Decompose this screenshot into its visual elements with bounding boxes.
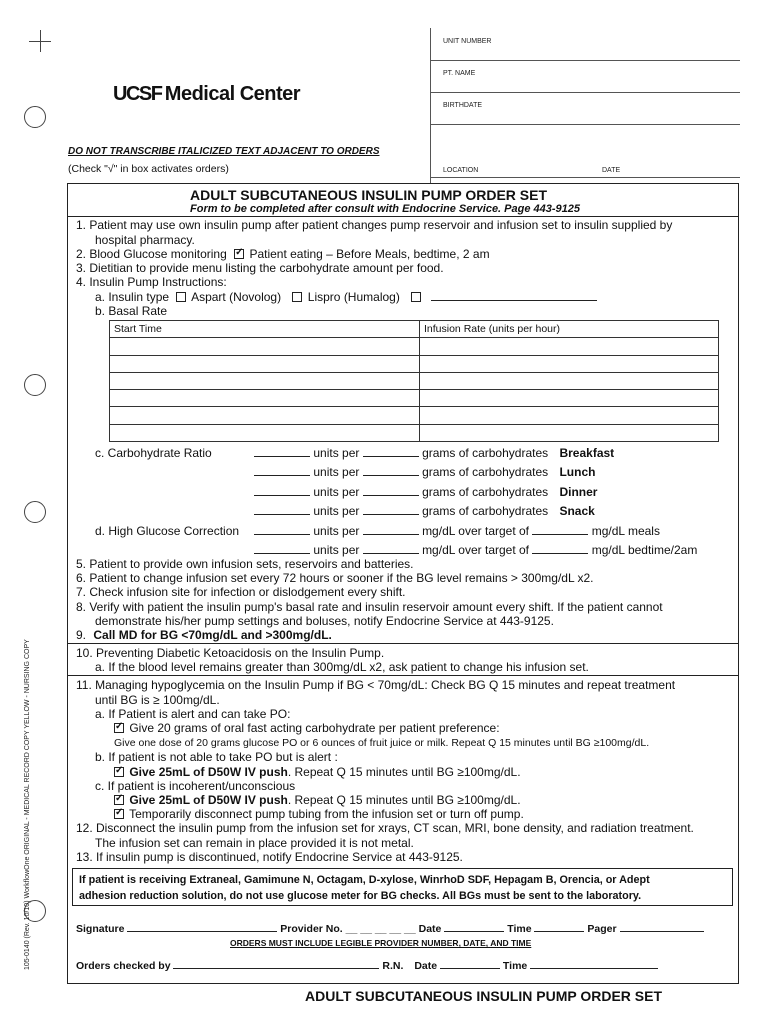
form-title: ADULT SUBCUTANEOUS INSULIN PUMP ORDER SET [190,187,548,203]
item-11b: b. If patient is not able to take PO but is alert : [95,750,338,764]
table-row [110,424,719,441]
mgdl-over-label: mg/dL over target of [422,524,530,538]
item-9-text: Call MD for BG <70mg/dL and >300mg/dL. [93,628,332,642]
correction-mgdl-field[interactable] [363,525,419,535]
start-time-cell[interactable] [110,407,420,424]
header-field-divider [430,28,431,183]
target-field[interactable] [532,525,588,535]
carb-units-field[interactable] [254,486,310,496]
d50w-alert-rest: . Repeat Q 15 minutes until BG ≥100mg/dL. [287,765,521,779]
carb-ratio-row [254,465,595,479]
birthdate-label: BIRTHDATE [443,102,483,109]
check-note: (Check "√" in box activates orders) [68,163,229,175]
start-time-cell[interactable] [110,390,420,407]
glucose-meter-warning [72,868,733,906]
item-2 [76,247,490,261]
item-4a-label: a. Insulin type [95,290,170,304]
d50w-unconscious-checkbox[interactable] [114,795,124,805]
grams-carbs-label: grams of carbohydrates [422,485,549,499]
table-row [110,355,719,372]
item-11c-option-2 [114,807,524,821]
sign-time-label: Time [507,923,532,935]
start-time-cell[interactable] [110,338,420,355]
item-11c: c. If patient is incoherent/unconscious [95,779,296,793]
title-divider [68,216,738,217]
infusion-rate-cell[interactable] [420,424,719,441]
side-print-info: 105-0140 (Rev. 10/10) WorkflowOne ORIGINAL - MEDICAL RECORD COPY YELLOW - NURSING COPY [24,639,31,970]
binder-hole [24,374,46,396]
other-insulin-checkbox[interactable] [411,292,421,302]
item-6: 6. Patient to change infusion set every 72 hours or sooner if the BG level remains > 300mg/dL x2. [76,571,594,585]
basal-col-start-time: Start Time [110,321,420,338]
units-per-label: units per [313,446,360,460]
basal-rate-table [109,320,719,442]
item-11-line-2: until BG is ≥ 100mg/dL. [95,693,220,707]
correction-row-meals [254,524,660,538]
d50w-alert-checkbox[interactable] [114,767,124,777]
item-3: 3. Dietitian to provide menu listing the carbohydrate amount per food. [76,261,444,275]
item-9-number: 9. [76,628,87,642]
item-1-line-1: 1. Patient may use own insulin pump after patient changes pump reservoir and infusion set to insulin supplied by [76,218,673,232]
location-label: LOCATION [443,167,479,174]
grams-carbs-label: grams of carbohydrates [422,465,549,479]
correction-mgdl-field[interactable] [363,544,419,554]
meal-snack: Snack [559,504,595,518]
d50w-unconscious-bold: Give 25mL of D50W IV push [129,793,288,807]
unit-number-line[interactable] [430,60,740,61]
item-1-line-2: hospital pharmacy. [95,233,195,247]
infusion-rate-cell[interactable] [420,407,719,424]
carb-ratio-row [254,485,597,499]
item-12-line-2: The infusion set can remain in place provided it is not metal. [95,836,414,850]
orders-must-note: ORDERS MUST INCLUDE LEGIBLE PROVIDER NUMBER, DATE, AND TIME [230,938,532,948]
mgdl-bedtime-label: mg/dL bedtime/2am [591,543,698,557]
carb-grams-field[interactable] [363,486,419,496]
table-row [110,321,719,338]
infusion-rate-cell[interactable] [420,372,719,389]
item-4d: d. High Glucose Correction [95,524,240,538]
ucsf-logo [113,83,300,106]
date-label: DATE [602,167,621,174]
footer-title: ADULT SUBCUTANEOUS INSULIN PUMP ORDER SET [305,988,663,1004]
warning-line-2: adhesion reduction solution, do not use glucose meter for BG checks. All BGs must be sent to the laboratory. [79,890,642,902]
location-date-line[interactable] [430,177,740,178]
signature-label: Signature [76,923,125,935]
correction-units-field[interactable] [254,544,310,554]
disconnect-pump-checkbox[interactable] [114,809,124,819]
warning-line-1: If patient is receiving Extraneal, Gamimune N, Octagam, D-xylose, WinrhoD SDF, Hepagam B, Orencia, or Adept [79,874,650,886]
target-field[interactable] [532,544,588,554]
item-4c: c. Carbohydrate Ratio [95,446,212,460]
carb-units-field[interactable] [254,466,310,476]
units-per-label: units per [313,465,360,479]
table-row [110,407,719,424]
carb-units-field[interactable] [254,505,310,515]
section-divider [68,675,738,676]
meal-lunch: Lunch [559,465,596,479]
checked-date-label: Date [414,960,438,972]
start-time-cell[interactable] [110,372,420,389]
table-row [110,338,719,355]
disconnect-pump-text: Temporarily disconnect pump tubing from the infusion set or turn off pump. [129,807,524,821]
form-subtitle: Form to be completed after consult with Endocrine Service. Page 443-9125 [190,203,581,215]
oral-carb-text: Give 20 grams of oral fast acting carbohydrate per patient preference: [129,721,500,735]
section-divider [68,643,738,644]
infusion-rate-cell[interactable] [420,338,719,355]
orders-checked-field[interactable] [173,959,379,969]
lispro-checkbox[interactable] [292,292,302,302]
meal-dinner: Dinner [559,485,598,499]
sign-date-field[interactable] [444,922,504,932]
item-2-option: Patient eating – Before Meals, bedtime, 2 am [249,247,490,261]
sign-time-field[interactable] [534,922,584,932]
units-per-label: units per [313,524,360,538]
item-4b: b. Basal Rate [95,304,168,318]
signature-row [76,922,704,935]
logo-ucsf-text: UCSF [113,83,162,105]
item-8-line-1: 8. Verify with patient the insulin pump's basal rate and insulin reservoir amount every shift. If the patient cannot [76,600,663,614]
item-13: 13. If insulin pump is discontinued, notify Endocrine Service at 443-9125. [76,850,463,864]
bg-monitoring-checkbox[interactable] [234,249,244,259]
carb-ratio-row [254,446,614,460]
item-4a [95,290,597,304]
table-row [110,372,719,389]
carb-units-field[interactable] [254,447,310,457]
item-12-line-1: 12. Disconnect the insulin pump from the infusion set for xrays, CT scan, MRI, bone density, and radiation treatment. [76,821,694,835]
pt-name-line[interactable] [430,92,740,93]
checked-time-field[interactable] [530,959,658,969]
carb-grams-field[interactable] [363,466,419,476]
checked-time-label: Time [502,960,528,972]
unit-number-label: UNIT NUMBER [443,38,492,45]
d50w-alert-bold: Give 25mL of D50W IV push [129,765,288,779]
mgdl-meals-label: mg/dL meals [591,524,660,538]
orders-checked-label: Orders checked by [76,960,171,972]
rn-label: R.N. [382,960,404,972]
correction-row-bedtime [254,543,697,557]
other-insulin-field[interactable] [431,291,597,301]
item-11a-detail: Give one dose of 20 grams glucose PO or 6 ounces of fruit juice or milk. Repeat Q 15 minutes until BG ≥100mg/dL. [114,737,650,749]
logo-medical-center-text: Medical Center [164,83,301,105]
item-7: 7. Check infusion site for infection or dislodgement every shift. [76,585,406,599]
checked-date-field[interactable] [440,959,500,969]
birthdate-line[interactable] [430,124,740,125]
oral-carb-checkbox[interactable] [114,723,124,733]
provider-no-label: Provider No. __ __ __ __ __ [280,923,416,935]
item-11b-option [114,765,521,779]
aspart-checkbox[interactable] [176,292,186,302]
units-per-label: units per [313,485,360,499]
item-11-line-1: 11. Managing hypoglycemia on the Insulin Pump if BG < 70mg/dL: Check BG Q 15 minutes and repeat treatment [76,678,676,692]
item-2-label: 2. Blood Glucose monitoring [76,247,227,261]
signature-field[interactable] [127,922,277,932]
item-11a-option [114,721,500,735]
item-4: 4. Insulin Pump Instructions: [76,275,227,289]
carb-ratio-row [254,504,595,518]
meal-breakfast: Breakfast [559,446,615,460]
infusion-rate-cell[interactable] [420,355,719,372]
orders-checked-row [76,959,658,972]
item-8-line-2: demonstrate his/her pump settings and boluses, notify Endocrine Service at 443-9125. [95,614,554,628]
carb-grams-field[interactable] [363,447,419,457]
pt-name-label: PT. NAME [443,70,476,77]
crop-mark-vertical [40,30,41,52]
units-per-label: units per [313,504,360,518]
mgdl-over-label: mg/dL over target of [422,543,530,557]
start-time-cell[interactable] [110,424,420,441]
item-10: 10. Preventing Diabetic Ketoacidosis on the Insulin Pump. [76,646,385,660]
binder-hole [24,501,46,523]
basal-col-infusion-rate: Infusion Rate (units per hour) [420,321,719,338]
start-time-cell[interactable] [110,355,420,372]
transcribe-note: DO NOT TRANSCRIBE ITALICIZED TEXT ADJACENT TO ORDERS [68,146,380,157]
item-5: 5. Patient to provide own infusion sets, reservoirs and batteries. [76,557,414,571]
lispro-label: Lispro (Humalog) [307,290,400,304]
item-10a: a. If the blood level remains greater than 300mg/dL x2, ask patient to change his infusion set. [95,660,589,674]
units-per-label: units per [313,543,360,557]
grams-carbs-label: grams of carbohydrates [422,446,549,460]
sign-date-label: Date [418,923,442,935]
binder-hole [24,106,46,128]
table-row [110,390,719,407]
pager-label: Pager [587,923,617,935]
d50w-unconscious-rest: . Repeat Q 15 minutes until BG ≥100mg/dL. [287,793,521,807]
item-11c-option-1 [114,793,521,807]
grams-carbs-label: grams of carbohydrates [422,504,549,518]
item-11a: a. If Patient is alert and can take PO: [95,707,291,721]
item-9 [76,628,332,642]
infusion-rate-cell[interactable] [420,390,719,407]
pager-field[interactable] [620,922,704,932]
carb-grams-field[interactable] [363,505,419,515]
aspart-label: Aspart (Novolog) [191,290,282,304]
correction-units-field[interactable] [254,525,310,535]
